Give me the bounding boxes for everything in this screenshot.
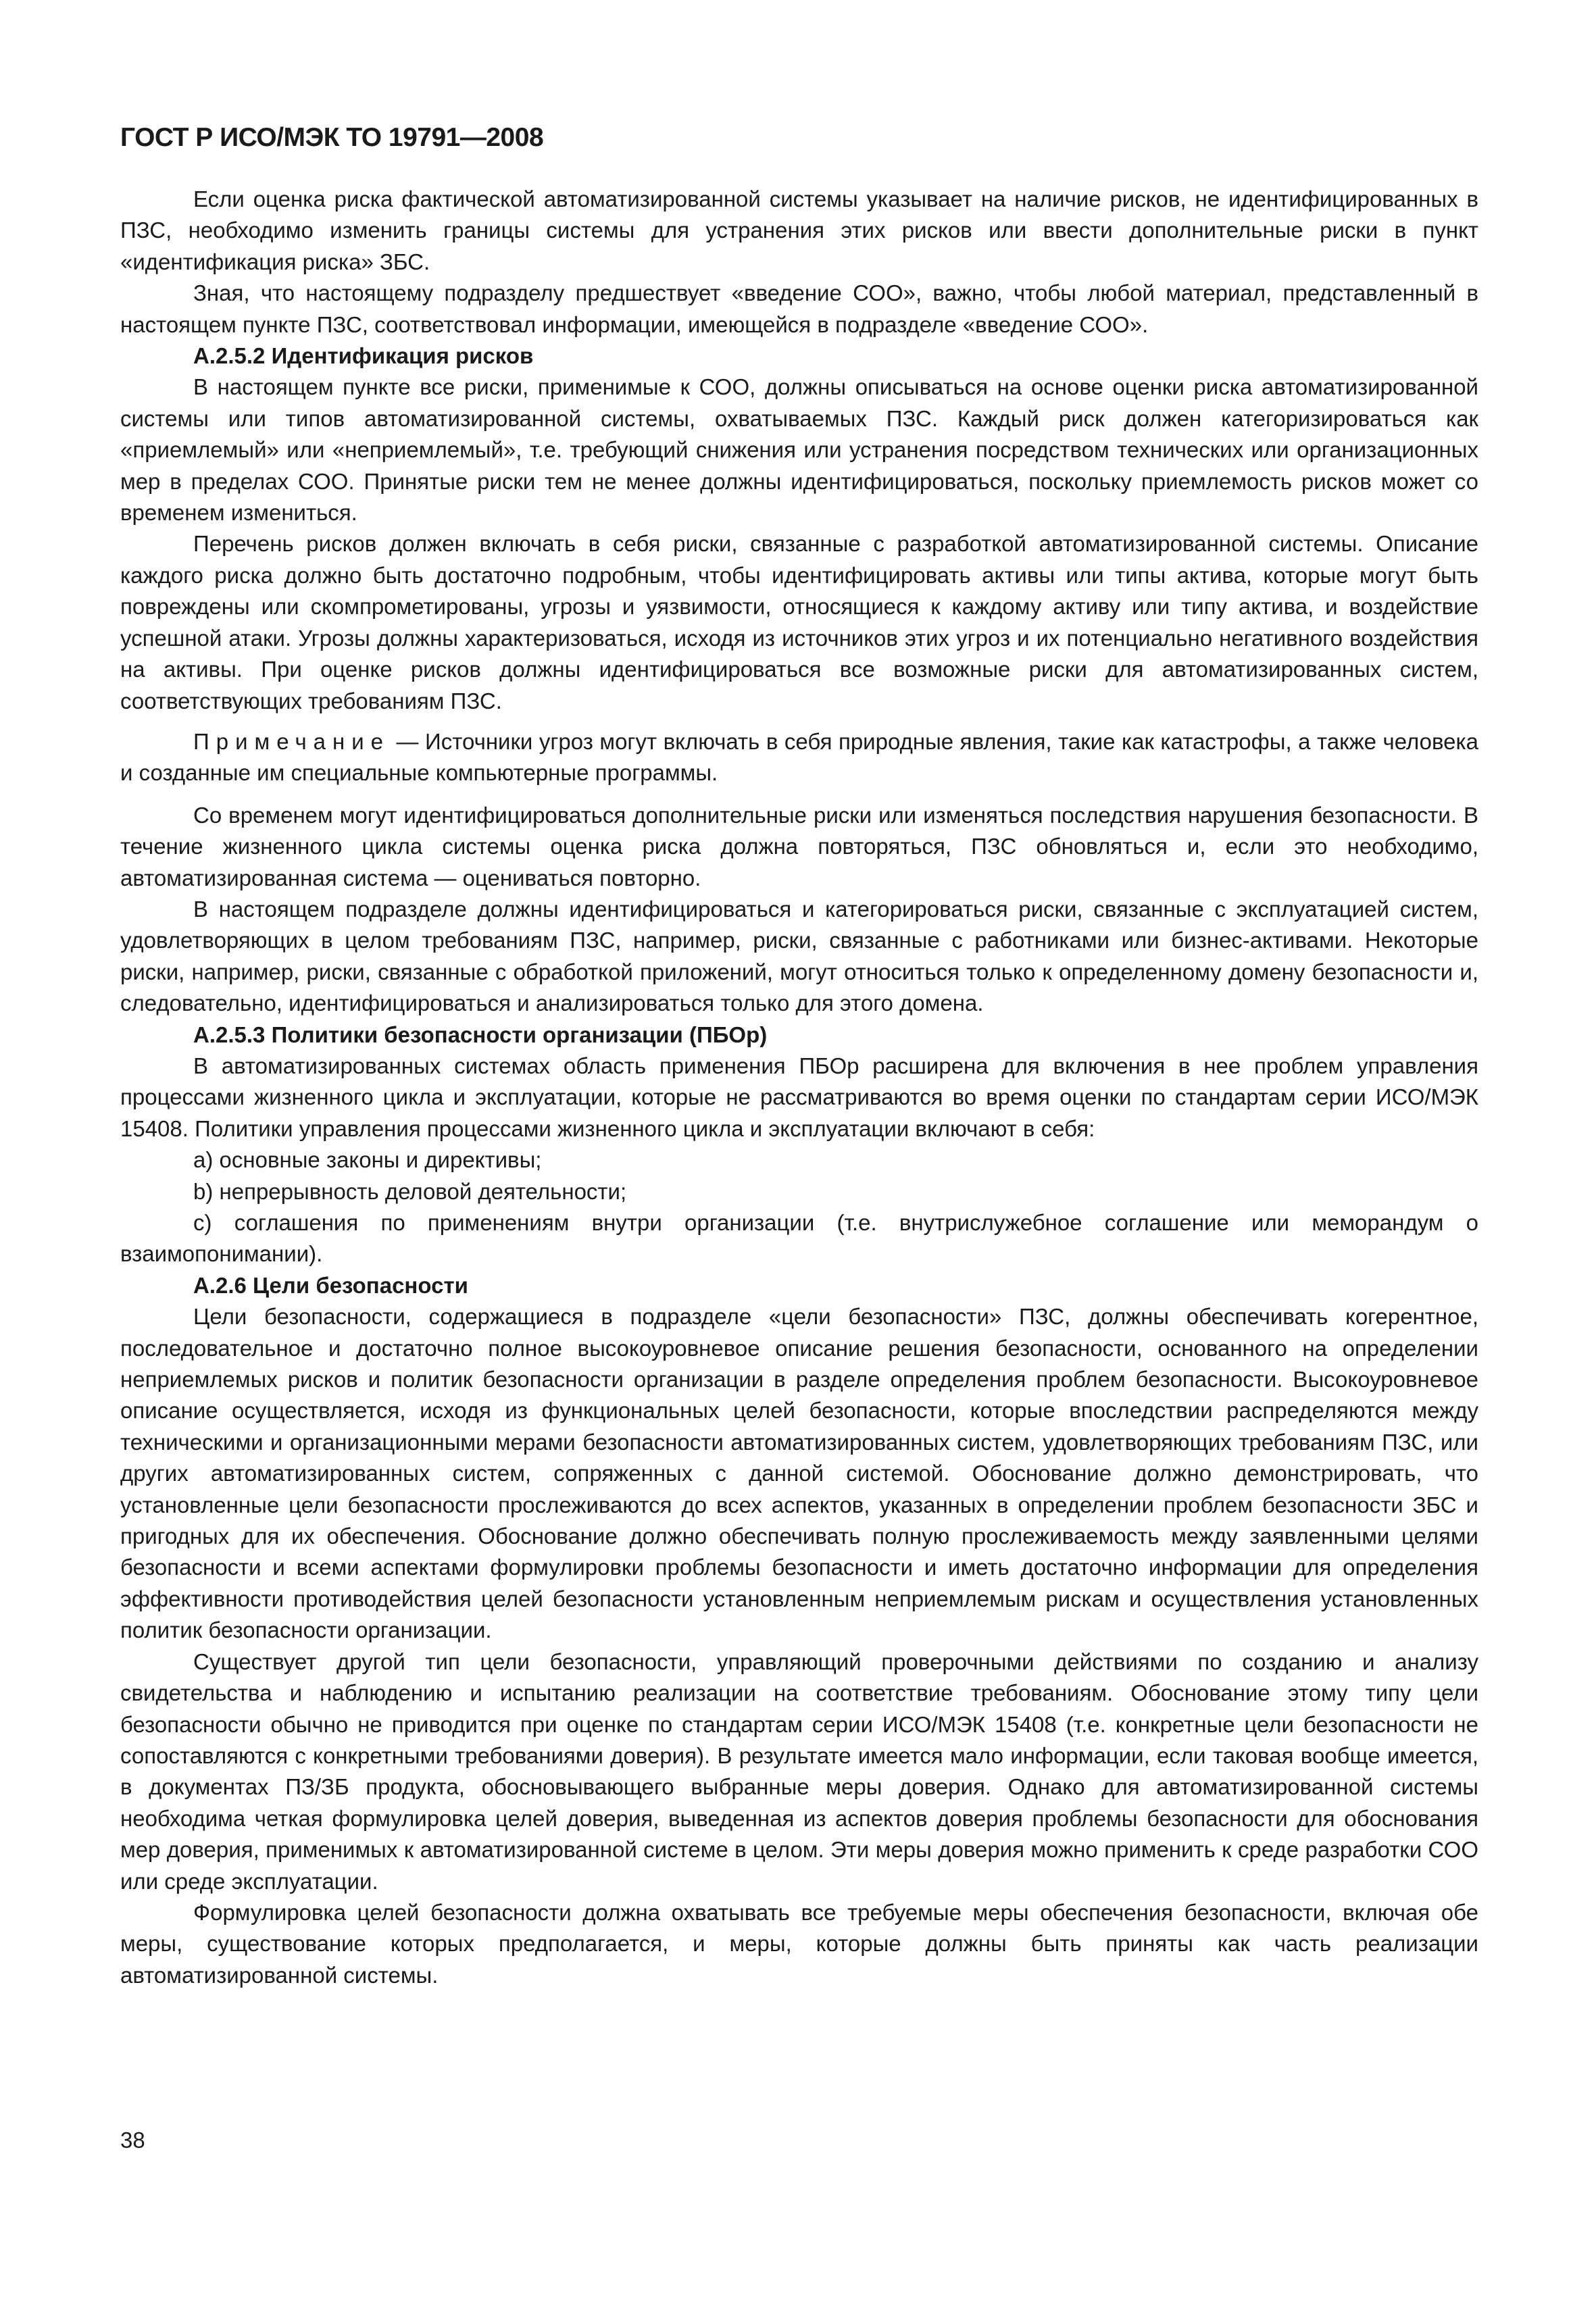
paragraph: Перечень рисков должен включать в себя риски, связанные с разработкой автоматизированной системы. Описание каждого риска должно быть достаточно подробным, чтобы идентифицировать активы или типы актива, которые могут быть повреждены или скомпрометированы, угрозы и уязвимости, относящиеся к каждому активу или типу актива, и воздействие успешной атаки. Угрозы должны характеризоваться, исходя из источников этих угроз и их потенциально негативного воздействия на активы. При оценке рисков должны идентифицироваться все возможные риски для автоматизированных систем, соответствующих требованиям ПЗС. <box>120 531 1478 713</box>
paragraph: В настоящем подразделе должны идентифицироваться и категорироваться риски, связанные с эксплуатацией систем, удовлетворяющих в целом требованиям ПЗС, например, риски, связанные с работниками или бизнес-активами. Некоторые риски, например, риски, связанные с обработкой приложений, могут относиться только к определенному домену безопасности и, следовательно, идентифицироваться и анализироваться только для этого домена. <box>120 896 1478 1016</box>
paragraph: Цели безопасности, содержащиеся в подразделе «цели безопасности» ПЗС, должны обеспечивать когерентное, последовательное и достаточно полное высокоуровневое описание решения безопасности, основанного на определении неприемлемых рисков и политик безопасности организации в разделе определения проблем безопасности. Высокоуровневое описание осуществляется, исходя из функциональных целей безопасности, которые впоследствии распределяются между техническими и организационными мерами безопасности автоматизированных систем, удовлетворяющих требованиям ПЗС, или других автоматизированных систем, сопряженных с данной системой. Обоснование должно демонстрировать, что установленные цели безопасности прослеживаются до всех аспектов, указанных в определении проблем безопасности ЗБС и пригодных для их обеспечения. Обоснование должно обеспечивать полную прослеживаемость между заявленными целями безопасности и всеми аспектами формулировки проблемы безопасности и иметь достаточно информации для определения эффективности противодействия целей безопасности установленным неприемлемым рискам и осуществления установленных политик безопасности организации. <box>120 1304 1478 1643</box>
page-number: 38 <box>120 2128 145 2153</box>
list-item: a) основные законы и директивы; <box>193 1147 542 1173</box>
paragraph: Если оценка риска фактической автоматизированной системы указывает на наличие рисков, не идентифицированных в ПЗС, необходимо изменить границы системы для устранения этих рисков или ввести дополнительные риски в пункт «идентификация риска» ЗБС. <box>120 186 1478 274</box>
paragraph: В автоматизированных системах область применения ПБОр расширена для включения в нее проблем управления процессами жизненного цикла и эксплуатации, которые не рассматриваются во время оценки по стандартам серии ИСО/МЭК 15408. Политики управления процессами жизненного цикла и эксплуатации включают в себя: <box>120 1053 1478 1141</box>
section-heading: А.2.5.2 Идентификация рисков <box>193 343 534 369</box>
paragraph: Формулировка целей безопасности должна охватывать все требуемые меры обеспечения безопасности, включая обе меры, существование которых предполагается, и меры, которые должны быть приняты как часть реализации автоматизированной системы. <box>120 1899 1478 1988</box>
note-text: — Источники угроз могут включать в себя природные явления, такие как катастрофы, а также человека и созданные им специальные компьютерные программы. <box>120 728 1478 786</box>
section-heading: А.2.6 Цели безопасности <box>193 1272 468 1298</box>
paragraph: Существует другой тип цели безопасности, управляющий проверочными действиями по созданию и анализу свидетельства и наблюдению и испытанию реализации на соответствие требованиям. Обоснование этому типу цели безопасности обычно не приводится при оценке по стандартам серии ИСО/МЭК 15408 (т.е. конкретные цели безопасности не сопоставляются с конкретными требованиями доверия). В результате имеется мало информации, если таковая вообще имеется, в документах ПЗ/ЗБ продукта, обосновывающего выбранные меры доверия. Однако для автоматизированной системы необходима четкая формулировка целей доверия, выведенная из аспектов доверия проблемы безопасности для обоснования мер доверия, применимых к автоматизированной системе в целом. Эти меры доверия можно применить к среде разработки СОО или среде эксплуатации. <box>120 1649 1478 1894</box>
document-header: ГОСТ Р ИСО/МЭК ТО 19791—2008 <box>120 123 544 152</box>
paragraph: В настоящем пункте все риски, применимые к СОО, должны описываться на основе оценки риска автоматизированной системы или типов автоматизированной системы, охватываемых ПЗС. Каждый риск должен категоризироваться как «приемлемый» или «неприемлемый», т.е. требующий снижения или устранения посредством технических или организационных мер в пределах СОО. Принятые риски тем не менее должны идентифицироваться, поскольку приемлемость рисков может со временем измениться. <box>120 374 1478 526</box>
list-item: c) соглашения по применениям внутри организации (т.е. внутрислужебное соглашение или меморандум о взаимопонимании). <box>120 1210 1478 1267</box>
paragraph: Зная, что настоящему подразделу предшествует «введение СОО», важно, чтобы любой материал, представленный в настоящем пункте ПЗС, соответствовал информации, имеющейся в подразделе «введение СОО». <box>120 280 1478 337</box>
note-label: Примечание <box>193 728 391 754</box>
section-heading: А.2.5.3 Политики безопасности организации (ПБОр) <box>193 1022 768 1047</box>
list-item: b) непрерывность деловой деятельности; <box>193 1178 627 1204</box>
paragraph: Со временем могут идентифицироваться дополнительные риски или изменяться последствия нарушения безопасности. В течение жизненного цикла системы оценка риска должна повторяться, ПЗС обновляться и, если это необходимо, автоматизированная система — оцениваться повторно. <box>120 802 1478 890</box>
document-page <box>120 122 1478 1991</box>
note-paragraph <box>120 726 1478 789</box>
document-body <box>120 184 1478 1991</box>
